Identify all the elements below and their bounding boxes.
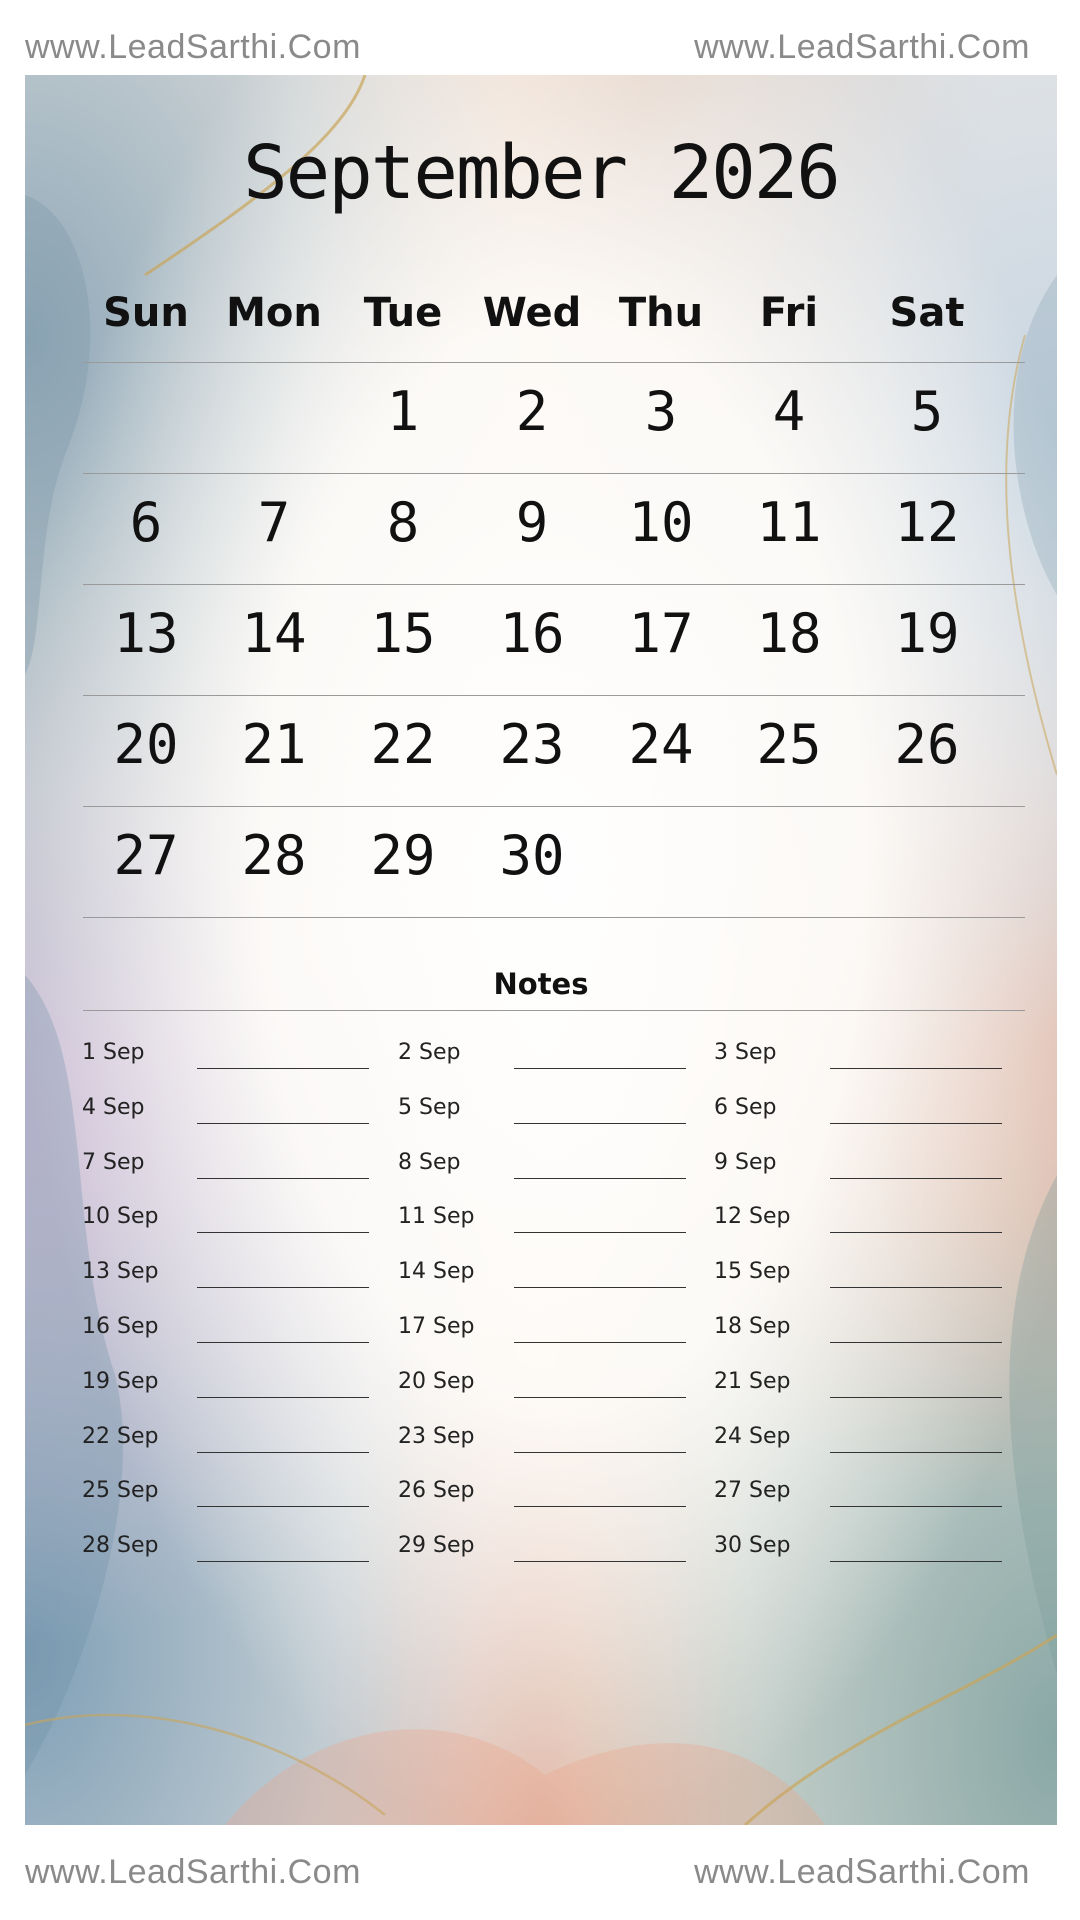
day-cell: 25 xyxy=(756,713,822,776)
note-writing-line[interactable] xyxy=(830,1561,1002,1562)
note-label: 30 Sep xyxy=(714,1533,791,1559)
note-label: 9 Sep xyxy=(714,1149,777,1175)
day-cell: 7 xyxy=(257,491,291,554)
note-label: 15 Sep xyxy=(714,1259,791,1285)
note-label: 2 Sep xyxy=(398,1040,461,1065)
note-writing-line[interactable] xyxy=(197,1342,369,1343)
note-label: 16 Sep xyxy=(82,1314,159,1339)
note-label: 6 Sep xyxy=(714,1094,777,1120)
note-writing-line[interactable] xyxy=(830,1452,1002,1453)
note-writing-line[interactable] xyxy=(197,1068,369,1069)
day-cell: 26 xyxy=(894,713,960,776)
note-label: 7 Sep xyxy=(82,1149,145,1175)
day-cell: 11 xyxy=(756,491,822,554)
day-cell: 5 xyxy=(910,380,944,443)
grid-line xyxy=(83,473,1025,474)
note-label: 21 Sep xyxy=(714,1368,791,1394)
weekday-sat: Sat xyxy=(889,290,965,336)
note-writing-line[interactable] xyxy=(197,1561,369,1562)
grid-line xyxy=(83,584,1025,585)
day-cell: 17 xyxy=(628,602,694,665)
day-cell: 2 xyxy=(515,380,549,443)
calendar-card xyxy=(25,75,1057,1825)
note-writing-line[interactable] xyxy=(830,1068,1002,1069)
note-label: 3 Sep xyxy=(714,1040,777,1065)
notes-rule xyxy=(83,1010,1025,1011)
note-label: 27 Sep xyxy=(714,1478,791,1504)
note-writing-line[interactable] xyxy=(514,1506,686,1507)
note-writing-line[interactable] xyxy=(514,1397,686,1398)
note-writing-line[interactable] xyxy=(830,1342,1002,1343)
note-writing-line[interactable] xyxy=(830,1287,1002,1288)
grid-line xyxy=(83,806,1025,807)
note-writing-line[interactable] xyxy=(514,1232,686,1233)
note-writing-line[interactable] xyxy=(514,1178,686,1179)
note-label: 13 Sep xyxy=(82,1259,159,1285)
day-cell: 13 xyxy=(113,602,179,665)
day-cell: 14 xyxy=(241,602,307,665)
note-writing-line[interactable] xyxy=(514,1342,686,1343)
weekday-thu: Thu xyxy=(618,290,704,336)
day-cell: 30 xyxy=(499,824,565,887)
day-cell: 4 xyxy=(772,380,806,443)
weekday-sun: Sun xyxy=(103,290,189,336)
note-writing-line[interactable] xyxy=(830,1178,1002,1179)
day-cell: 28 xyxy=(241,824,307,887)
calendar-title: September 2026 xyxy=(243,130,839,216)
grid-line xyxy=(83,917,1025,918)
note-label: 20 Sep xyxy=(398,1368,475,1394)
day-cell: 15 xyxy=(370,602,436,665)
day-cell: 20 xyxy=(113,713,179,776)
note-label: 29 Sep xyxy=(398,1533,475,1559)
day-cell: 21 xyxy=(241,713,307,776)
day-cell: 23 xyxy=(499,713,565,776)
note-writing-line[interactable] xyxy=(514,1123,686,1124)
note-writing-line[interactable] xyxy=(197,1232,369,1233)
note-writing-line[interactable] xyxy=(514,1561,686,1562)
day-cell: 12 xyxy=(894,491,960,554)
day-cell: 10 xyxy=(628,491,694,554)
day-cell: 27 xyxy=(113,824,179,887)
day-cell: 19 xyxy=(894,602,960,665)
note-label: 4 Sep xyxy=(82,1094,145,1120)
note-writing-line[interactable] xyxy=(197,1178,369,1179)
grid-line xyxy=(83,695,1025,696)
watermark-bottom-right: www.LeadSarthi.Com xyxy=(694,1853,1030,1891)
weekday-fri: Fri xyxy=(759,290,819,336)
note-label: 19 Sep xyxy=(82,1368,159,1394)
day-cell: 8 xyxy=(386,491,420,554)
day-cell: 29 xyxy=(370,824,436,887)
day-cell: 18 xyxy=(756,602,822,665)
note-writing-line[interactable] xyxy=(514,1068,686,1069)
note-writing-line[interactable] xyxy=(197,1452,369,1453)
notes-title: Notes xyxy=(493,967,589,1001)
note-label: 26 Sep xyxy=(398,1478,475,1504)
watercolor-decoration xyxy=(25,75,1057,1825)
note-label: 8 Sep xyxy=(398,1149,461,1175)
note-writing-line[interactable] xyxy=(197,1287,369,1288)
note-label: 14 Sep xyxy=(398,1259,475,1285)
grid-line xyxy=(83,362,1025,363)
note-writing-line[interactable] xyxy=(514,1287,686,1288)
day-cell: 3 xyxy=(644,380,678,443)
note-label: 25 Sep xyxy=(82,1478,159,1504)
weekday-tue: Tue xyxy=(363,290,443,336)
note-label: 24 Sep xyxy=(714,1423,791,1449)
watermark-top-right: www.LeadSarthi.Com xyxy=(694,28,1030,66)
day-cell: 1 xyxy=(386,380,420,443)
note-label: 17 Sep xyxy=(398,1314,475,1339)
day-cell: 16 xyxy=(499,602,565,665)
note-label: 28 Sep xyxy=(82,1533,159,1559)
day-cell: 6 xyxy=(129,491,163,554)
note-writing-line[interactable] xyxy=(830,1232,1002,1233)
weekday-wed: Wed xyxy=(482,290,582,336)
note-label: 10 Sep xyxy=(82,1204,159,1230)
note-label: 5 Sep xyxy=(398,1094,461,1120)
note-label: 22 Sep xyxy=(82,1423,159,1449)
note-label: 23 Sep xyxy=(398,1423,475,1449)
note-writing-line[interactable] xyxy=(830,1123,1002,1124)
day-cell: 22 xyxy=(370,713,436,776)
note-writing-line[interactable] xyxy=(197,1397,369,1398)
watermark-top-left: www.LeadSarthi.Com xyxy=(25,28,361,66)
day-cell: 24 xyxy=(628,713,694,776)
note-label: 11 Sep xyxy=(398,1204,475,1230)
weekday-mon: Mon xyxy=(226,290,322,336)
note-label: 1 Sep xyxy=(82,1040,145,1065)
note-writing-line[interactable] xyxy=(197,1123,369,1124)
note-writing-line[interactable] xyxy=(514,1452,686,1453)
day-cell: 9 xyxy=(515,491,549,554)
watermark-bottom-left: www.LeadSarthi.Com xyxy=(25,1853,361,1891)
note-writing-line[interactable] xyxy=(830,1397,1002,1398)
note-label: 12 Sep xyxy=(714,1204,791,1230)
note-label: 18 Sep xyxy=(714,1314,791,1339)
note-writing-line[interactable] xyxy=(830,1506,1002,1507)
note-writing-line[interactable] xyxy=(197,1506,369,1507)
